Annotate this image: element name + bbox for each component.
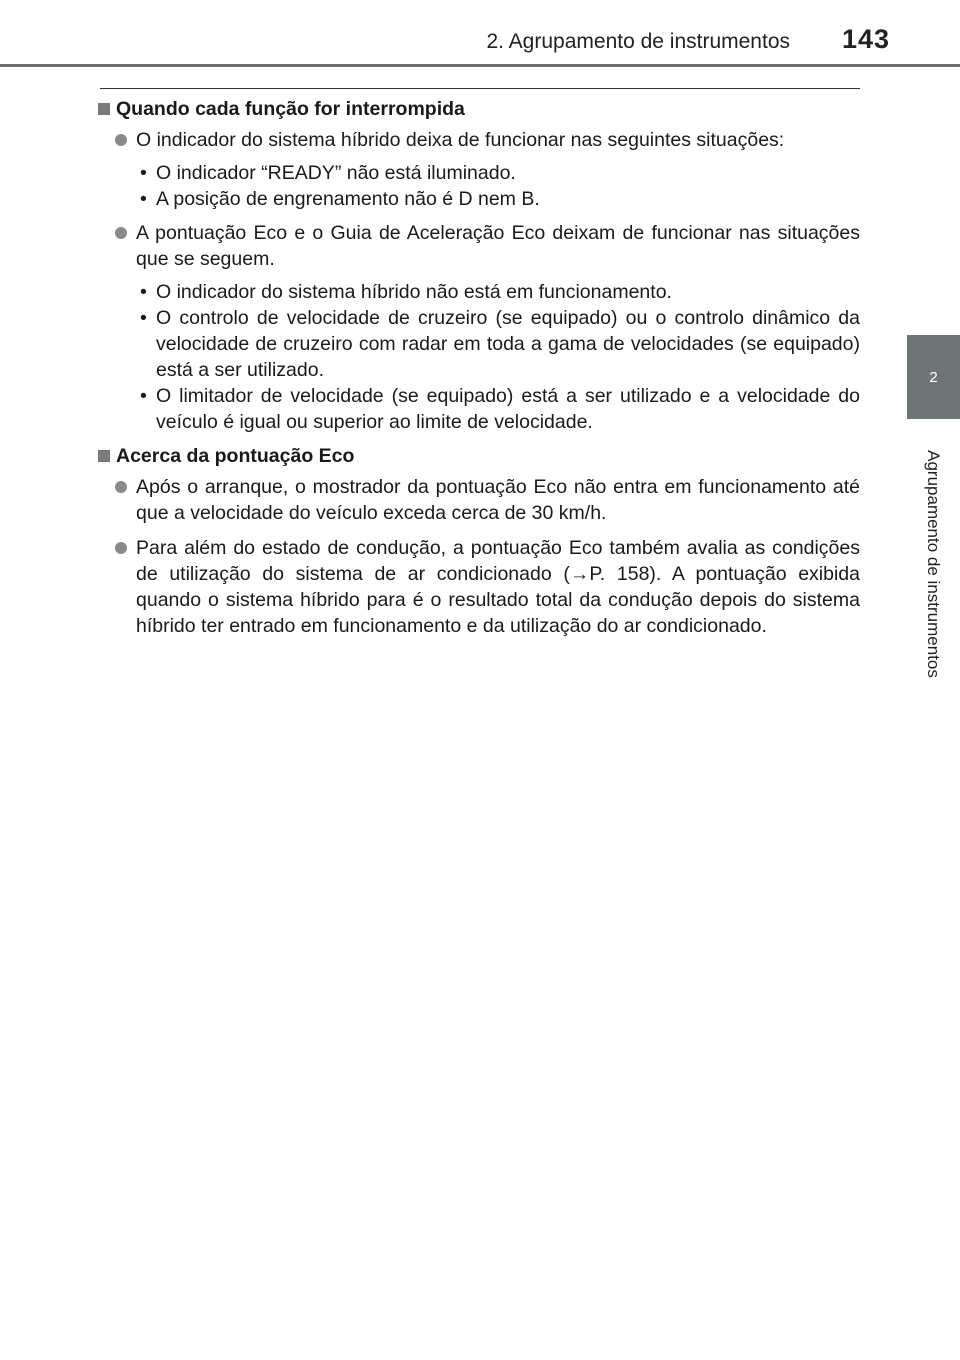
- dot-bullet: •: [140, 307, 147, 329]
- sub-list-item-text: O limitador de velocidade (se equipado) está a ser utilizado e a velocidade do veículo é igual ou superior ao limite de velocidade.: [156, 385, 860, 433]
- content-top-rule: [100, 88, 860, 89]
- section-title-text: Acerca da pontuação Eco: [116, 445, 355, 467]
- bullet-point-text: Após o arranque, o mostrador da pontuação Eco não entra em funcionamento até que a velocidade do veículo exceda cerca de 30 km/h.: [136, 476, 860, 524]
- chapter-side-label: Agrupamento de instrumentos: [924, 450, 943, 678]
- chapter-title: 2. Agrupamento de instrumentos: [486, 30, 790, 53]
- header-rule: [0, 64, 960, 67]
- sub-list-item-text: O indicador “READY” não está iluminado.: [156, 162, 516, 184]
- circle-bullet-icon: [115, 542, 127, 554]
- page-content: [98, 94, 860, 648]
- circle-bullet-icon: [115, 227, 127, 239]
- page-number: 143: [841, 24, 890, 54]
- sub-list: [98, 160, 860, 212]
- bullet-point: [98, 220, 860, 272]
- section-title: [98, 96, 860, 122]
- sub-list-item-text: O indicador do sistema híbrido não está em funcionamento.: [156, 281, 672, 303]
- sub-list-item: [140, 186, 860, 212]
- sub-list-item-text: A posição de engrenamento não é D nem B.: [156, 188, 540, 210]
- circle-bullet-icon: [115, 481, 127, 493]
- dot-bullet: •: [140, 385, 147, 407]
- chapter-tab: [907, 335, 960, 419]
- sub-list-item: [140, 279, 860, 305]
- sub-list: [98, 279, 860, 435]
- bullet-point: [98, 474, 860, 526]
- dot-bullet: •: [140, 188, 147, 210]
- circle-bullet-icon: [115, 134, 127, 146]
- chapter-tab-number: 2: [929, 368, 938, 386]
- bullet-point: [98, 127, 860, 153]
- sub-list-item: [140, 383, 860, 435]
- section-title-text: Quando cada função for interrompida: [116, 98, 465, 120]
- bullet-point-text: Para além do estado de condução, a pontuação Eco também avalia as condições de utilização do sistema de ar condicionado (→P. 158). A pontuação exibida quando o sistema híbrido para é o resultado total da condução depois do sistema híbrido ter entrado em funcionamento e da utilização do ar condicionado.: [136, 537, 860, 637]
- sub-list-item: [140, 305, 860, 383]
- page-header: [0, 0, 960, 68]
- dot-bullet: •: [140, 281, 147, 303]
- section: [98, 443, 860, 639]
- bullet-point: [98, 535, 860, 639]
- section-title: [98, 443, 860, 469]
- section: [98, 96, 860, 435]
- square-bullet-icon: [98, 103, 110, 115]
- bullet-point-text: A pontuação Eco e o Guia de Aceleração Eco deixam de funcionar nas situações que se seguem.: [136, 222, 860, 270]
- dot-bullet: •: [140, 162, 147, 184]
- bullet-point-text: O indicador do sistema híbrido deixa de funcionar nas seguintes situações:: [136, 129, 785, 151]
- square-bullet-icon: [98, 450, 110, 462]
- sub-list-item: [140, 160, 860, 186]
- sub-list-item-text: O controlo de velocidade de cruzeiro (se equipado) ou o controlo dinâmico da velocidade de cruzeiro com radar em toda a gama de velocidades (se equipado) está a ser utilizado.: [156, 307, 860, 381]
